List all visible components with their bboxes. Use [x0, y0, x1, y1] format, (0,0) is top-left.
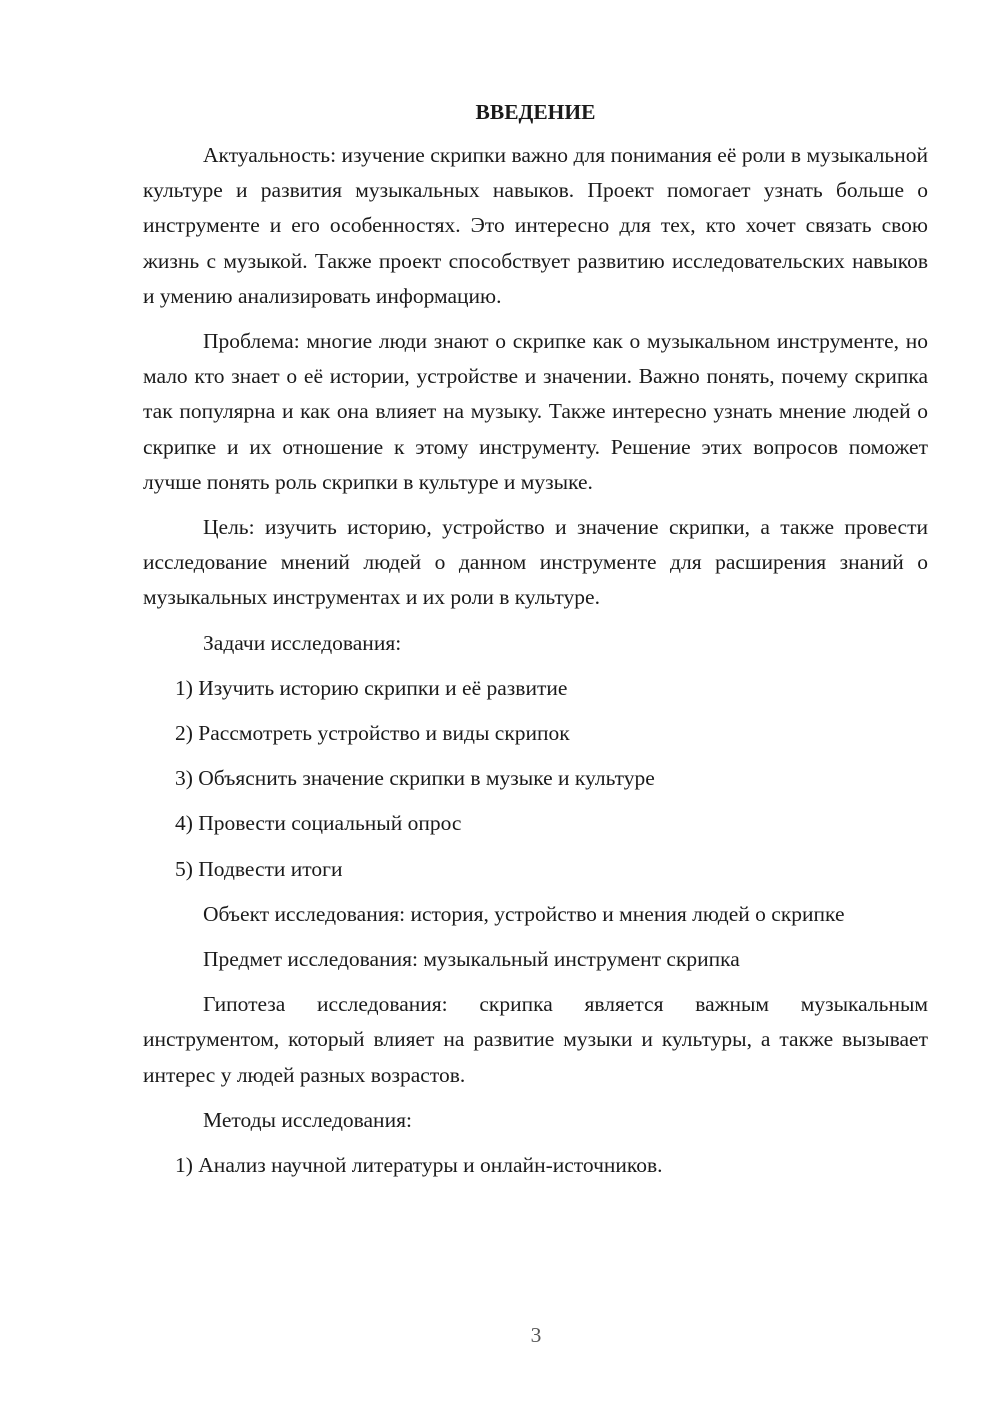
list-item: 3) Объяснить значение скрипки в музыке и культуре [175, 766, 655, 791]
list-item: 1) Анализ научной литературы и онлайн-источников. [175, 1153, 663, 1178]
problem-paragraph: Проблема: многие люди знают о скрипке как о музыкальном инструменте, но мало кто знает о её истории, устройстве и значении. Важно понять, почему скрипка так популярна и как она влияет на музыку. Также интересно узнать мнение людей о скрипке и их отношение к этому инструменту. Решение этих вопросов поможет лучше понять роль скрипки в культуре и музыке. [143, 329, 928, 494]
page-content [143, 94, 928, 1193]
list-item: 5) Подвести итоги [175, 856, 343, 881]
list-item: 4) Провести социальный опрос [175, 811, 462, 836]
list-item: 1) Изучить историю скрипки и её развитие [175, 675, 568, 700]
page-number: 3 [530, 1323, 542, 1347]
methods-title: Методы исследования: [203, 1107, 412, 1132]
subject-paragraph: Предмет исследования: музыкальный инструмент скрипка [203, 947, 740, 972]
hypothesis-paragraph: Гипотеза исследования: скрипка является важным музыкальным инструментом, который влияет на развитие музыки и культуры, а также вызывает интерес у людей разных возрастов. [143, 992, 928, 1087]
methods-list [143, 1148, 928, 1183]
relevance-paragraph: Актуальность: изучение скрипки важно для понимания её роли в музыкальной культуре и развития музыкальных навыков. Проект помогает узнать больше о инструменте и его особенностях. Это интересно для тех, кто хочет связать свою жизнь с музыкой. Также проект способствует развитию исследовательских навыков и умению анализировать информацию. [143, 143, 928, 308]
list-item: 2) Рассмотреть устройство и виды скрипок [175, 721, 570, 746]
object-paragraph: Объект исследования: история, устройство и мнения людей о скрипке [203, 901, 845, 926]
tasks-list [143, 671, 928, 887]
section-heading: ВВЕДЕНИЕ [475, 100, 596, 124]
tasks-title: Задачи исследования: [203, 630, 402, 655]
goal-paragraph: Цель: изучить историю, устройство и значение скрипки, а также провести исследование мнений людей о данном инструменте для расширения знаний о музыкальных инструментах и их роли в культуре. [143, 515, 928, 610]
